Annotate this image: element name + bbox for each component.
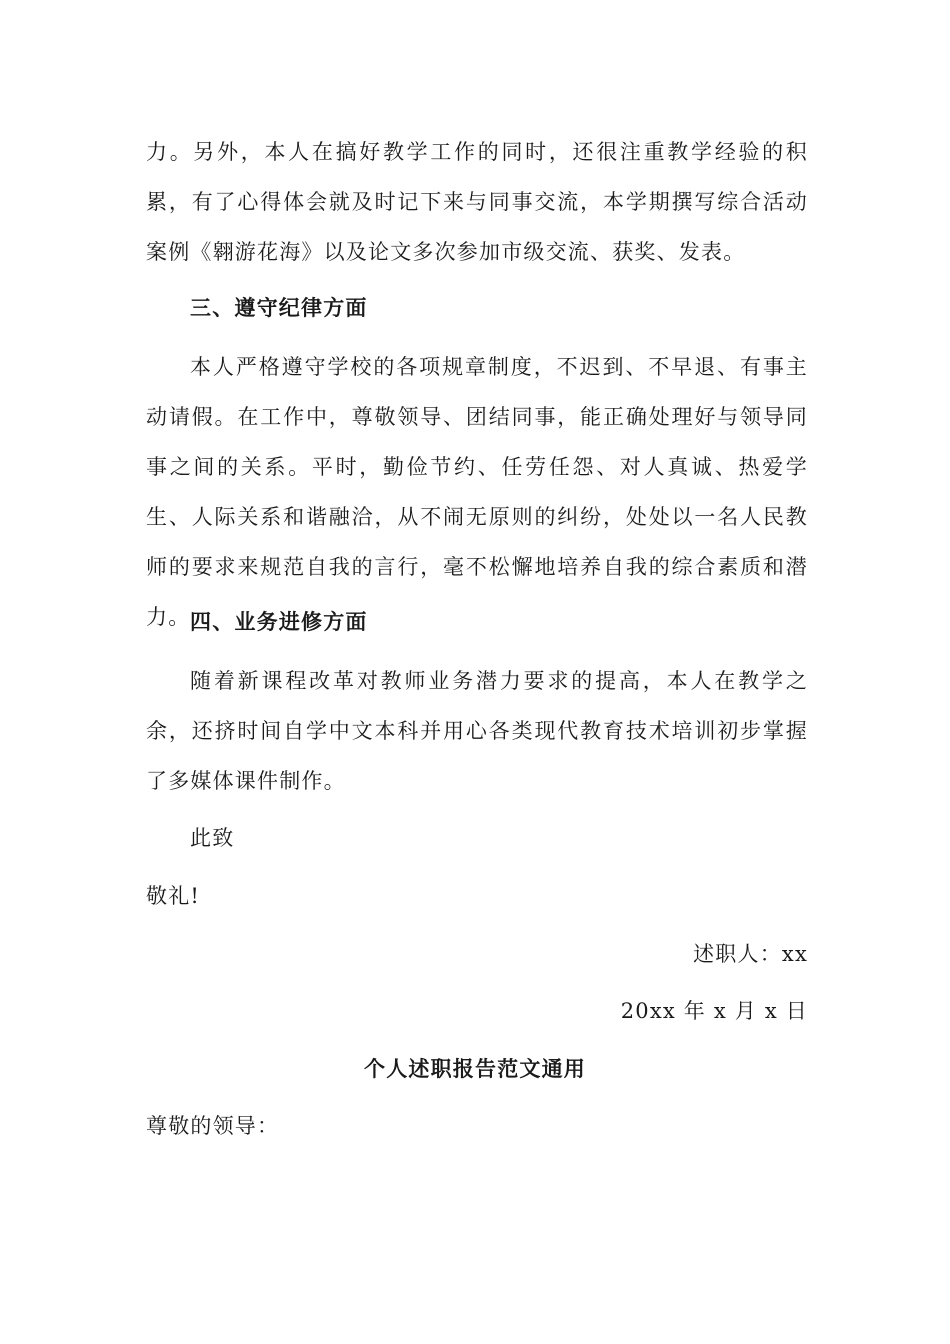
date: 20xx 年 x 月 x 日 — [620, 999, 808, 1023]
section-title: 个人述职报告范文通用 — [364, 1056, 586, 1081]
paragraph-teaching-experience: 力。另外，本人在搞好教学工作的同时，还很注重教学经验的积累，有了心得体会就及时记下来与同事交流，本学期撰写综合活动案例《翱游花海》以及论文多次参加市级交流、获奖、发表。 — [146, 140, 808, 264]
closing-salute: 敬礼! — [146, 884, 201, 908]
closing-greeting: 此致 — [190, 826, 235, 850]
salutation: 尊敬的领导： — [146, 1114, 280, 1138]
section-heading-discipline: 三、遵守纪律方面 — [190, 295, 368, 320]
section-heading-training: 四、业务进修方面 — [190, 609, 368, 634]
paragraph-training: 随着新课程改革对教师业务潜力要求的提高，本人在教学之余，还挤时间自学中文本科并用心各类现代教育技术培训初步掌握了多媒体课件制作。 — [146, 669, 808, 793]
signature: 述职人：xx — [693, 942, 808, 966]
paragraph-discipline: 本人严格遵守学校的各项规章制度，不迟到、不早退、有事主动请假。在工作中，尊敬领导、团结同事，能正确处理好与领导同事之间的关系。平时，勤俭节约、任劳任怨、对人真诚、热爱学生、人际关系和谐融洽，从不闹无原则的纠纷，处处以一名人民教师的要求来规范自我的言行，毫不松懈地培养自我的综合素质和潜力。 — [146, 355, 808, 629]
